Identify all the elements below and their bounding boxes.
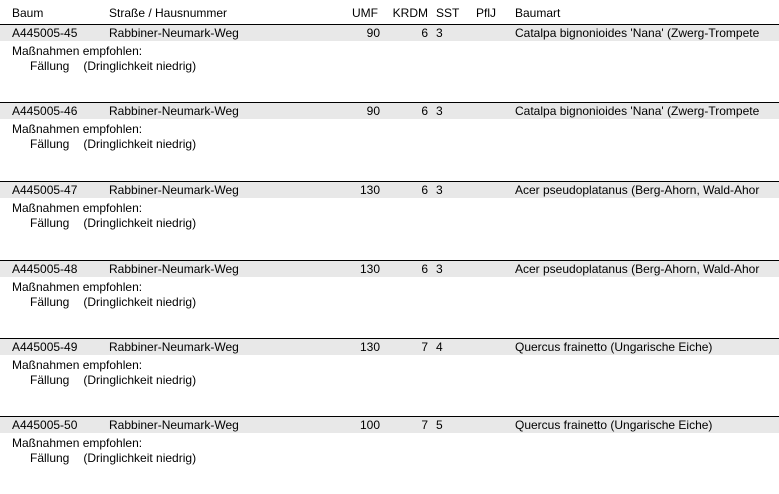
massnahme-text: Fällung bbox=[30, 216, 70, 230]
cell-strasse: Rabbiner-Neumark-Weg bbox=[109, 183, 239, 197]
dringlichkeit-text: (Dringlichkeit niedrig) bbox=[83, 59, 197, 73]
cell-krdm: 7 bbox=[421, 340, 428, 354]
header-pflj: PflJ bbox=[476, 6, 497, 20]
massnahmen-label: Maßnahmen empfohlen: bbox=[12, 280, 143, 294]
cell-strasse: Rabbiner-Neumark-Weg bbox=[109, 104, 239, 118]
header-umf: UMF bbox=[352, 6, 378, 20]
cell-umf: 90 bbox=[366, 104, 380, 118]
cell-sst: 3 bbox=[436, 104, 443, 118]
cell-strasse: Rabbiner-Neumark-Weg bbox=[109, 26, 239, 40]
dringlichkeit-text: (Dringlichkeit niedrig) bbox=[83, 137, 197, 151]
massnahmen-label: Maßnahmen empfohlen: bbox=[12, 201, 143, 215]
massnahme-item bbox=[30, 295, 196, 310]
cell-baum: A445005-47 bbox=[12, 183, 78, 197]
header-krdm: KRDM bbox=[392, 6, 428, 20]
massnahme-item bbox=[30, 216, 196, 231]
cell-krdm: 7 bbox=[421, 418, 428, 432]
header-baum: Baum bbox=[12, 6, 44, 20]
cell-baumart: Quercus frainetto (Ungarische Eiche) bbox=[515, 340, 713, 354]
tree-record bbox=[0, 181, 779, 259]
dringlichkeit-text: (Dringlichkeit niedrig) bbox=[83, 295, 197, 309]
tree-record bbox=[0, 24, 779, 102]
cell-baum: A445005-49 bbox=[12, 340, 78, 354]
cell-strasse: Rabbiner-Neumark-Weg bbox=[109, 262, 239, 276]
cell-krdm: 6 bbox=[421, 104, 428, 118]
header-strasse: Straße / Hausnummer bbox=[109, 6, 228, 20]
cell-krdm: 6 bbox=[421, 26, 428, 40]
tree-record bbox=[0, 260, 779, 338]
massnahmen-label: Maßnahmen empfohlen: bbox=[12, 358, 143, 372]
cell-umf: 90 bbox=[366, 26, 380, 40]
dringlichkeit-text: (Dringlichkeit niedrig) bbox=[83, 373, 197, 387]
cell-baumart: Acer pseudoplatanus (Berg-Ahorn, Wald-Ahor bbox=[515, 183, 760, 197]
cell-baum: A445005-48 bbox=[12, 262, 78, 276]
header-baumart: Baumart bbox=[515, 6, 561, 20]
cell-umf: 100 bbox=[359, 418, 380, 432]
cell-umf: 130 bbox=[359, 340, 380, 354]
massnahmen-label: Maßnahmen empfohlen: bbox=[12, 122, 143, 136]
tree-record bbox=[0, 102, 779, 180]
massnahme-item bbox=[30, 59, 196, 74]
cell-baum: A445005-45 bbox=[12, 26, 78, 40]
table-header bbox=[0, 0, 779, 24]
massnahme-text: Fällung bbox=[30, 137, 70, 151]
cell-umf: 130 bbox=[359, 262, 380, 276]
massnahme-item bbox=[30, 137, 196, 152]
cell-sst: 4 bbox=[436, 340, 443, 354]
massnahme-text: Fällung bbox=[30, 295, 70, 309]
tree-record bbox=[0, 416, 779, 494]
massnahme-text: Fällung bbox=[30, 373, 70, 387]
dringlichkeit-text: (Dringlichkeit niedrig) bbox=[83, 451, 197, 465]
massnahmen-label: Maßnahmen empfohlen: bbox=[12, 44, 143, 58]
massnahme-text: Fällung bbox=[30, 59, 70, 73]
tree-record bbox=[0, 338, 779, 416]
cell-sst: 5 bbox=[436, 418, 443, 432]
cell-strasse: Rabbiner-Neumark-Weg bbox=[109, 418, 239, 432]
cell-krdm: 6 bbox=[421, 262, 428, 276]
massnahme-item bbox=[30, 373, 196, 388]
cell-baum: A445005-46 bbox=[12, 104, 78, 118]
header-sst: SST bbox=[436, 6, 460, 20]
cell-sst: 3 bbox=[436, 26, 443, 40]
cell-umf: 130 bbox=[359, 183, 380, 197]
dringlichkeit-text: (Dringlichkeit niedrig) bbox=[83, 216, 197, 230]
massnahmen-label: Maßnahmen empfohlen: bbox=[12, 436, 143, 450]
massnahme-text: Fällung bbox=[30, 451, 70, 465]
cell-baumart: Acer pseudoplatanus (Berg-Ahorn, Wald-Ahor bbox=[515, 262, 760, 276]
cell-krdm: 6 bbox=[421, 183, 428, 197]
cell-baumart: Catalpa bignonioides 'Nana' (Zwerg-Trompete bbox=[515, 26, 760, 40]
cell-baumart: Catalpa bignonioides 'Nana' (Zwerg-Trompete bbox=[515, 104, 760, 118]
massnahme-item bbox=[30, 451, 196, 466]
cell-baumart: Quercus frainetto (Ungarische Eiche) bbox=[515, 418, 713, 432]
cell-baum: A445005-50 bbox=[12, 418, 78, 432]
cell-strasse: Rabbiner-Neumark-Weg bbox=[109, 340, 239, 354]
cell-sst: 3 bbox=[436, 183, 443, 197]
cell-sst: 3 bbox=[436, 262, 443, 276]
